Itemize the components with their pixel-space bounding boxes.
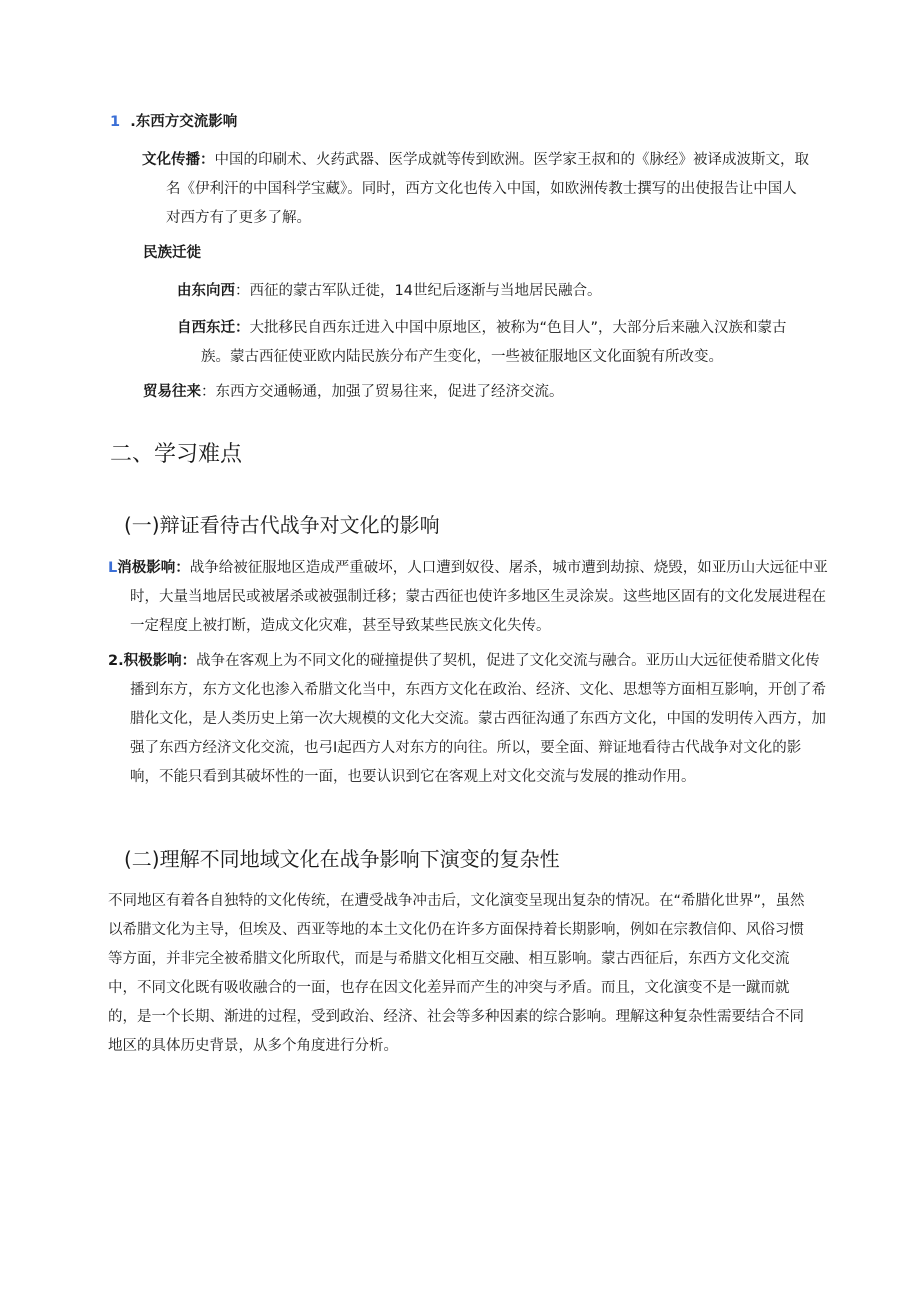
west-to-east-paragraph xyxy=(177,314,811,372)
item-number-1: L xyxy=(108,560,118,576)
negative-impact-text: 战争给被征服地区造成严重破坏，人口遭到奴役、屠杀，城市遭到劫掠、烧毁，如亚历山大远征中亚时，大量当地居民或被屠杀或被强制迁移；蒙古西征也使许多地区生灵涂炭。这些地区固有的文化发展进程在一定程度上被打断，造成文化灾难，甚至导致某些民族文化失传。 xyxy=(130,560,828,634)
section-heading-2: 二、学习难点 xyxy=(110,442,243,467)
west-to-east-text: 大批移民自西东迁进入中国中原地区，被称为“色目人”，大部分后来融入汉族和蒙古族。蒙古西征使亚欧内陆民族分布产生变化，一些被征服地区文化面貌有所改变。 xyxy=(201,320,787,365)
negative-impact-label: 消极影响： xyxy=(117,560,190,576)
positive-impact-paragraph xyxy=(108,647,830,792)
heading-title: .东西方交流影响 xyxy=(130,114,238,130)
trade-text: ：东西方交通畅通，加强了贸易往来，促进了经济交流。 xyxy=(201,384,564,400)
migration-label: 民族迁徙 xyxy=(143,245,201,261)
west-to-east-label: 自西东迁： xyxy=(177,320,250,336)
heading-number: 1 xyxy=(110,114,121,130)
trade-paragraph xyxy=(143,378,813,407)
negative-impact-paragraph xyxy=(108,554,830,641)
east-to-west-label: 由东向西 xyxy=(177,283,235,299)
subheading-2: (二)理解不同地域文化在战争影响下演变的复杂性 xyxy=(124,847,560,871)
east-to-west-text: ：西征的蒙古军队迁徙，14世纪后逐渐与当地居民融合。 xyxy=(235,283,602,299)
east-to-west-paragraph xyxy=(177,277,817,306)
culture-text: 中国的印刷术、火药武器、医学成就等传到欧洲。医学家王叔和的《脉经》被译成波斯文，取名《伊利汗的中国科学宝藏》。同时，西方文化也传入中国，如欧洲传教士撰写的出使报告让中国人对西方有了更多了解。 xyxy=(166,152,809,226)
positive-impact-text: 战争在客观上为不同文化的碰撞提供了契机，促进了文化交流与融合。亚历山大远征使希腊文化传播到东方，东方文化也渗入希腊文化当中，东西方文化在政治、经济、文化、思想等方面相互影响，开创了希腊化文化，是人类历史上第一次大规模的文化大交流。蒙古西征沟通了东西方文化，中国的发明传入西方，加强了东西方经济文化交流，也弓I起西方人对东方的向往。所以，要全面、辩证地看待古代战争对文化的影响，不能只看到其破坏性的一面，也要认识到它在客观上对文化交流与发展的推动作用。 xyxy=(130,653,826,785)
subheading-1: (一)辩证看待古代战争对文化的影响 xyxy=(124,513,440,537)
positive-impact-label: 积极影响： xyxy=(123,653,197,669)
item-number-2: 2. xyxy=(108,653,124,669)
section-heading-1 xyxy=(110,108,810,137)
complexity-paragraph: 不同地区有着各自独特的文化传统，在遭受战争冲击后，文化演变呈现出复杂的情况。在“希腊化世界”，虽然以希腊文化为主导，但埃及、西亚等地的本土文化仍在许多方面保持着长期影响，例如在宗教信仰、风俗习惯等方面，并非完全被希腊文化所取代，而是与希腊文化相互交融、相互影响。蒙古西征后，东西方文化交流中，不同文化既有吸收融合的一面，也存在因文化差异而产生的冲突与矛盾。而且，文化演变不是一蹴而就的，是一个长期、渐进的过程，受到政治、经济、社会等多种因素的综合影响。理解这种复杂性需要结合不同地区的具体历史背景，从多个角度进行分析。 xyxy=(108,893,805,1054)
culture-label: 文化传播： xyxy=(142,152,215,168)
culture-paragraph xyxy=(142,146,811,233)
trade-label: 贸易往来 xyxy=(143,384,201,400)
